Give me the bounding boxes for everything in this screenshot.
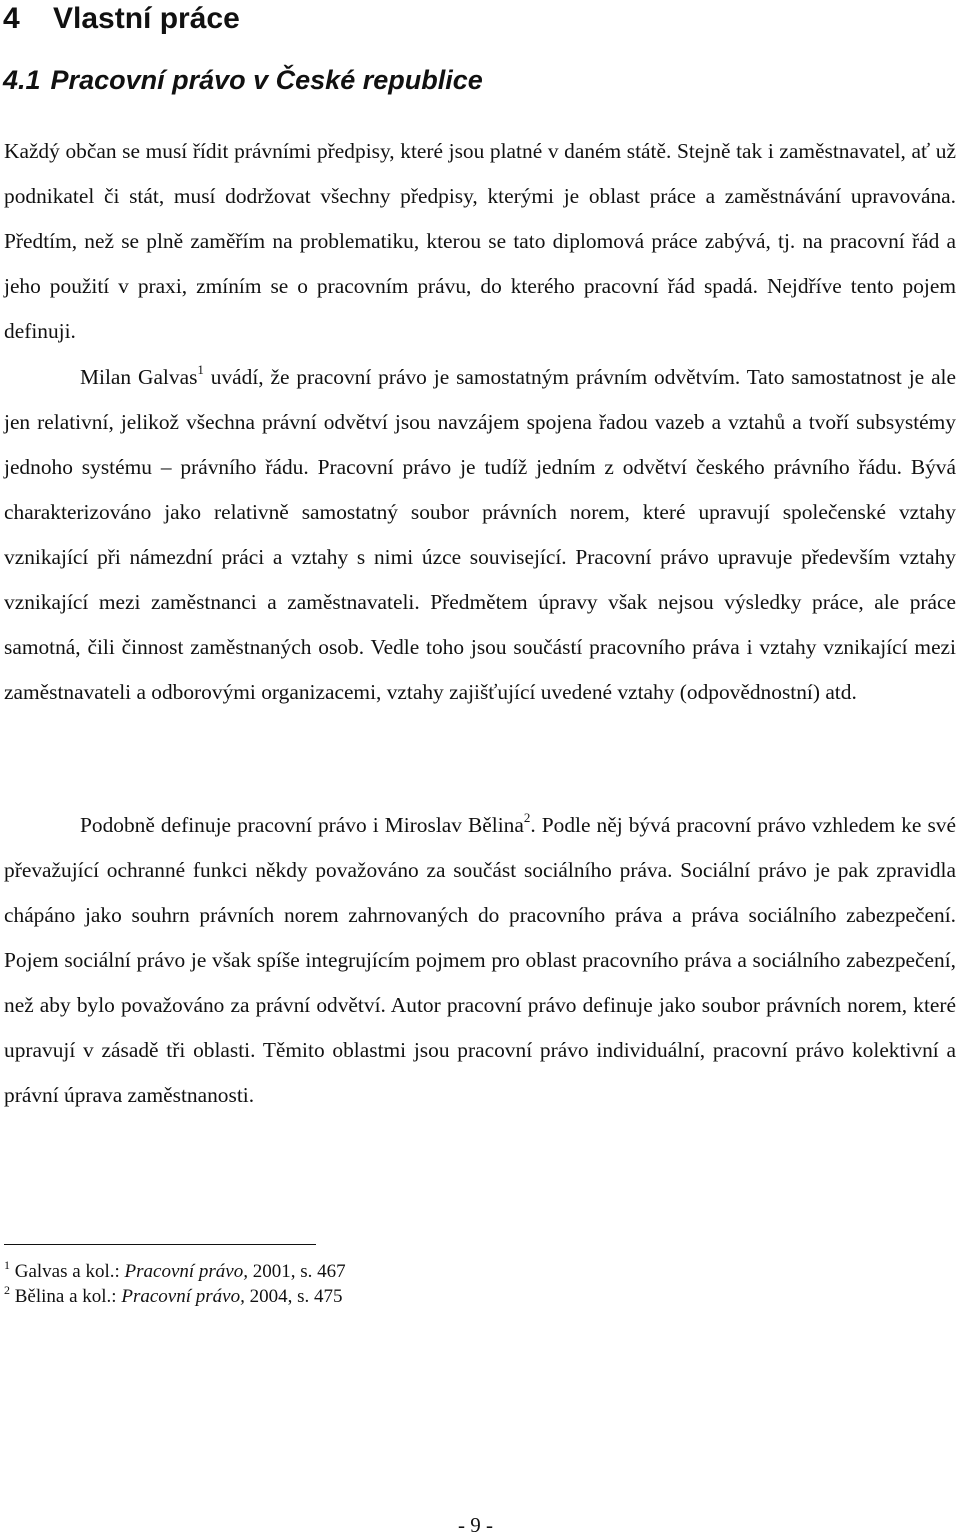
- paragraph-text: Podobně definuje pracovní právo i Miroslav Bělina: [80, 813, 524, 837]
- footnote-reference[interactable]: 1: [197, 361, 204, 377]
- footnote-details: 2004, s. 475: [244, 1286, 343, 1307]
- footnote: [4, 1259, 346, 1284]
- section-number: 4.1: [3, 65, 41, 95]
- footnote-separator: [4, 1244, 316, 1245]
- footnote-reference[interactable]: 2: [523, 809, 531, 825]
- paragraph-intro: Každý občan se musí řídit právními předpisy, které jsou platné v daném státě. Stejně tak i zaměstnavatel, ať už podnikatel či stát, musí dodržovat všechny předpisy, kterými je oblast práce a zaměstnávání upravována. Předtím, než se plně zaměřím na problematiku, kterou se tato diplomová práce zabývá, tj. na pracovní řád a jeho použití v praxi, zmíním se o pracovním právu, do kterého pracovní řád spadá. Nejdříve tento pojem definuji.: [4, 139, 956, 343]
- paragraph-galvas: [4, 355, 956, 715]
- section-heading: [3, 62, 483, 98]
- paragraph-belina: [4, 803, 956, 1118]
- page-number: - 9 -: [458, 1513, 493, 1537]
- footnote-author: Galvas a kol.:: [14, 1261, 125, 1282]
- chapter-number: 4: [3, 2, 20, 35]
- paragraph-text: Milan Galvas: [80, 365, 198, 389]
- footnote-number: 1: [4, 1257, 10, 1272]
- footnote-details: 2001, s. 467: [248, 1261, 346, 1282]
- paragraph-text: . Podle něj bývá pracovní právo vzhledem ke své převažující ochranné funkci někdy považováno za součást sociálního práva. Sociální právo je pak zpravidla chápáno jako souhrn právních norem zahrnovaných do pracovního práva a práva sociálního zabezpečení. Pojem sociální právo je však spíše integrujícím pojmem pro oblast pracovního práva a sociálního zabezpečení, než aby bylo považováno za právní odvětví. Autor pracovní právo definuje jako soubor právních norem, které upravují v zásadě tři oblasti. Těmito oblastmi jsou pracovní právo individuální, pracovní právo kolektivní a právní úprava zaměstnanosti.: [4, 813, 956, 1107]
- footnote-title: Pracovní právo,: [121, 1286, 245, 1307]
- paragraph-text: uvádí, že pracovní právo je samostatným právním odvětvím. Tato samostatnost je ale jen relativní, jelikož všechna právní odvětví jsou navzájem spojena řadou vazeb a vztahů a tvoří subsystémy jednoho systému – právního řádu. Pracovní právo je tudíž jedním z odvětví českého právního řádu. Bývá charakterizováno jako relativně samostatný soubor právních norem, které upravují společenské vztahy vznikající při námezdní práci a vztahy s nimi úzce související. Pracovní právo upravuje především vztahy vznikající mezi zaměstnanci a zaměstnavateli. Předmětem úpravy však nejsou výsledky práce, ale práce samotná, čili činnost zaměstnaných osob. Vedle toho jsou součástí pracovního práva i vztahy vznikající mezi zaměstnavateli a odborovými organizacemi, vztahy zajišťující uvedené vztahy (odpovědnostní) atd.: [4, 365, 956, 704]
- footnote-author: Bělina a kol.:: [14, 1286, 122, 1307]
- chapter-heading: [3, 0, 240, 38]
- footnote-title: Pracovní právo,: [124, 1261, 248, 1282]
- footnote: [4, 1284, 346, 1309]
- section-title: Pracovní právo v České republice: [50, 65, 483, 95]
- footnote-number: 2: [4, 1282, 10, 1297]
- footnotes: [4, 1259, 346, 1309]
- chapter-title: Vlastní práce: [53, 2, 240, 35]
